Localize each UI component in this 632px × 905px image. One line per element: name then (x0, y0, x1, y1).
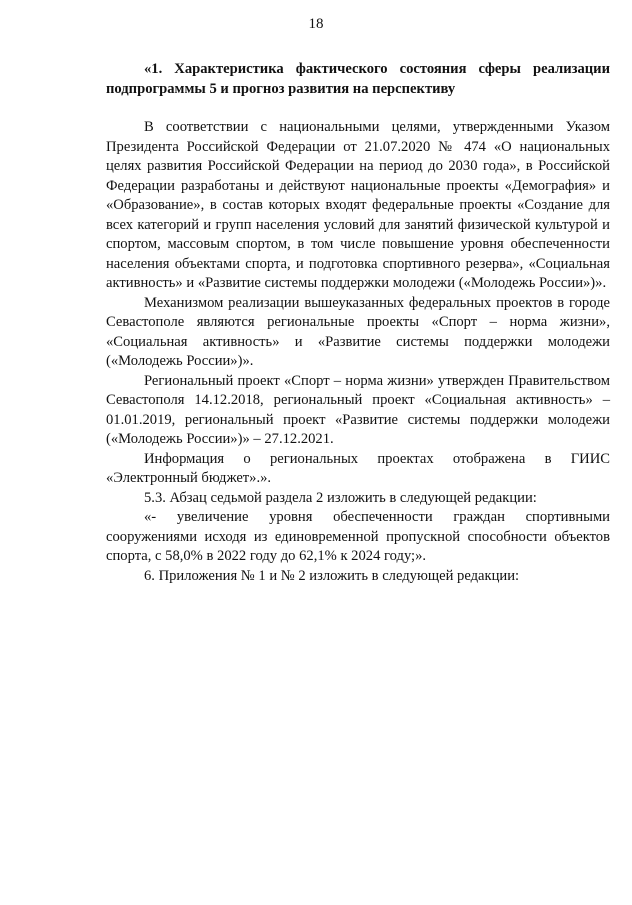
paragraph-sports-facilities-target: «- увеличение уровня обеспеченности граждан спортивными сооружениями исходя из единовременной пропускной способности объектов спорта, с 58,0% в 2022 году до 62,1% к 2024 году;». (106, 509, 610, 564)
page-number: 18 (308, 16, 324, 32)
paragraph-amendment-5-3: 5.3. Абзац седьмой раздела 2 изложить в следующей редакции: (144, 489, 537, 506)
paragraph-national-goals: В соответствии с национальными целями, утвержденными Указом Президента Российской Федерации от 21.07.2020 № 474 «О национальных целях развития Российской Федерации на период до 2030 года», в Российской Федерации разработаны и действуют национальные проекты «Демография» и «Образование», в состав которых входят федеральные проекты «Создание для всех категорий и групп населения условий для занятий физической культурой и спортом, массовым спортом, в том числе повышение уровня обеспеченности населения объектами спорта, и подготовка спортивного резерва», «Социальная активность» и «Развитие системы поддержки молодежи («Молодежь России»)». (106, 119, 610, 291)
paragraph-amendment-6: 6. Приложения № 1 и № 2 изложить в следующей редакции: (144, 567, 520, 584)
paragraph-regional-project-approval: Региональный проект «Спорт – норма жизни» утвержден Правительством Севастополя 14.12.2018, региональный проект «Социальная активность» – 01.01.2019, региональный проект «Развитие системы поддержки молодежи («Молодежь России»)» – 27.12.2021. (106, 372, 610, 447)
paragraph-implementation-mechanism: Механизмом реализации вышеуказанных федеральных проектов в городе Севастополе являются региональные проекты «Спорт – норма жизни», «Социальная активность» и «Развитие системы поддержки молодежи («Молодежь России»)». (106, 294, 610, 369)
section-heading: «1. Характеристика фактического состояния сферы реализации подпрограммы 5 и прогноз развития на перспективу (106, 61, 610, 97)
document-body (106, 60, 610, 586)
paragraph-electronic-budget-info: Информация о региональных проектах отображена в ГИИС «Электронный бюджет».». (106, 450, 610, 486)
